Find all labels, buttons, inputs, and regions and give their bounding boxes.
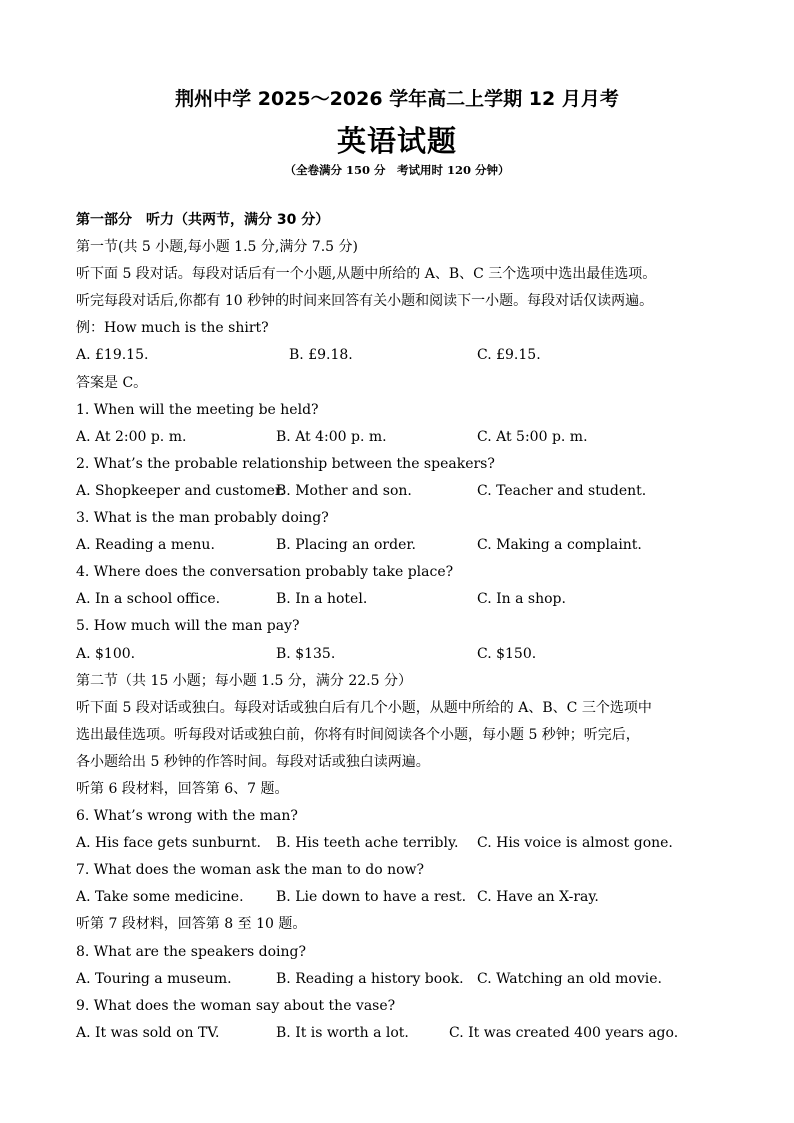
option-b: B. In a hotel.: [276, 591, 368, 608]
section1-title: 第一节(共 5 小题,每小题 1.5 分,满分 7.5 分): [76, 239, 358, 256]
option-b: B. At 4:00 p. m.: [276, 428, 387, 445]
question-7: 7. What does the woman ask the man to do now?: [76, 862, 425, 879]
material-7-note: 听第 7 段材料，回答第 8 至 10 题。: [76, 916, 307, 933]
question-7-options: [76, 884, 736, 911]
question-2: 2. What’s the probable relationship between the speakers?: [76, 455, 495, 472]
exam-title-subject: 英语试题: [336, 124, 457, 158]
option-c: C. Have an X-ray.: [477, 889, 599, 906]
option-a: A. In a school office.: [76, 591, 221, 608]
question-1: 1. When will the meeting be held?: [76, 401, 319, 418]
question-6-options: [76, 830, 736, 857]
option-b: B. It is worth a lot.: [276, 1024, 409, 1041]
question-5: 5. How much will the man pay?: [76, 618, 300, 635]
section2-instruction: 各小题给出 5 秒钟的作答时间。每段对话或独白读两遍。: [76, 753, 430, 770]
option-a: A. £19.15.: [76, 347, 149, 364]
question-4-options: [76, 586, 736, 613]
question-8: 8. What are the speakers doing?: [76, 943, 307, 960]
question-9: 9. What does the woman say about the vase?: [76, 997, 396, 1014]
option-c: C. In a shop.: [477, 591, 566, 608]
option-a: A. It was sold on TV.: [76, 1024, 220, 1041]
option-a: A. Shopkeeper and customer.: [76, 482, 285, 499]
option-b: B. Placing an order.: [276, 537, 416, 554]
option-a: A. $100.: [76, 645, 136, 662]
question-4: 4. Where does the conversation probably take place?: [76, 564, 454, 581]
question-5-options: [76, 641, 736, 668]
question-8-options: [76, 966, 736, 993]
section1-instruction: 听下面 5 段对话。每段对话后有一个小题,从题中所给的 A、B、C 三个选项中选出最佳选项。: [76, 266, 657, 283]
option-b: B. $135.: [276, 645, 336, 662]
question-3: 3. What is the man probably doing?: [76, 510, 329, 527]
section2-instruction: 选出最佳选项。听每段对话或独白前，你将有时间阅读各个小题，每小题 5 秒钟；听完后，: [76, 726, 640, 743]
section2-title: 第二节（共 15 小题；每小题 1.5 分，满分 22.5 分）: [76, 672, 412, 689]
material-6-note: 听第 6 段材料，回答第 6、7 题。: [76, 780, 289, 797]
question-6: 6. What’s wrong with the man?: [76, 808, 298, 825]
exam-score-time-note: （全卷满分 150 分 考试用时 120 分钟）: [284, 163, 510, 177]
option-a: A. Touring a museum.: [76, 970, 232, 987]
option-b: B. £9.18.: [289, 347, 353, 364]
option-a: A. Take some medicine.: [76, 889, 244, 906]
example-question: 例：How much is the shirt?: [76, 320, 269, 337]
option-a: A. At 2:00 p. m.: [76, 428, 187, 445]
example-answer: 答案是 C。: [76, 374, 148, 391]
option-a: A. Reading a menu.: [76, 537, 215, 554]
option-c: C. Teacher and student.: [477, 482, 647, 499]
option-b: B. Mother and son.: [276, 482, 412, 499]
option-c: C. $150.: [477, 645, 537, 662]
option-c: C. It was created 400 years ago.: [449, 1024, 679, 1041]
part1-heading: 第一部分 听力（共两节，满分 30 分）: [76, 212, 330, 228]
question-3-options: [76, 532, 736, 559]
question-9-options: [76, 1020, 736, 1047]
option-c: C. £9.15.: [477, 347, 541, 364]
question-1-options: [76, 424, 736, 451]
option-c: C. At 5:00 p. m.: [477, 428, 588, 445]
section1-instruction: 听完每段对话后,你都有 10 秒钟的时间来回答有关小题和阅读下一小题。每段对话仅读两遍。: [76, 293, 654, 310]
option-b: B. Lie down to have a rest.: [276, 889, 467, 906]
option-b: B. Reading a history book.: [276, 970, 464, 987]
option-c: C. Making a complaint.: [477, 537, 642, 554]
option-c: C. His voice is almost gone.: [477, 835, 673, 852]
section2-instruction: 听下面 5 段对话或独白。每段对话或独白后有几个小题，从题中所给的 A、B、C 三个选项中: [76, 699, 652, 716]
exam-title-school: 荆州中学 2025～2026 学年高二上学期 12 月月考: [175, 88, 619, 110]
question-2-options: [76, 478, 736, 505]
example-options: [76, 342, 736, 369]
option-a: A. His face gets sunburnt.: [76, 835, 261, 852]
option-b: B. His teeth ache terribly.: [276, 835, 459, 852]
exam-content: [76, 207, 736, 1047]
option-c: C. Watching an old movie.: [477, 970, 662, 987]
